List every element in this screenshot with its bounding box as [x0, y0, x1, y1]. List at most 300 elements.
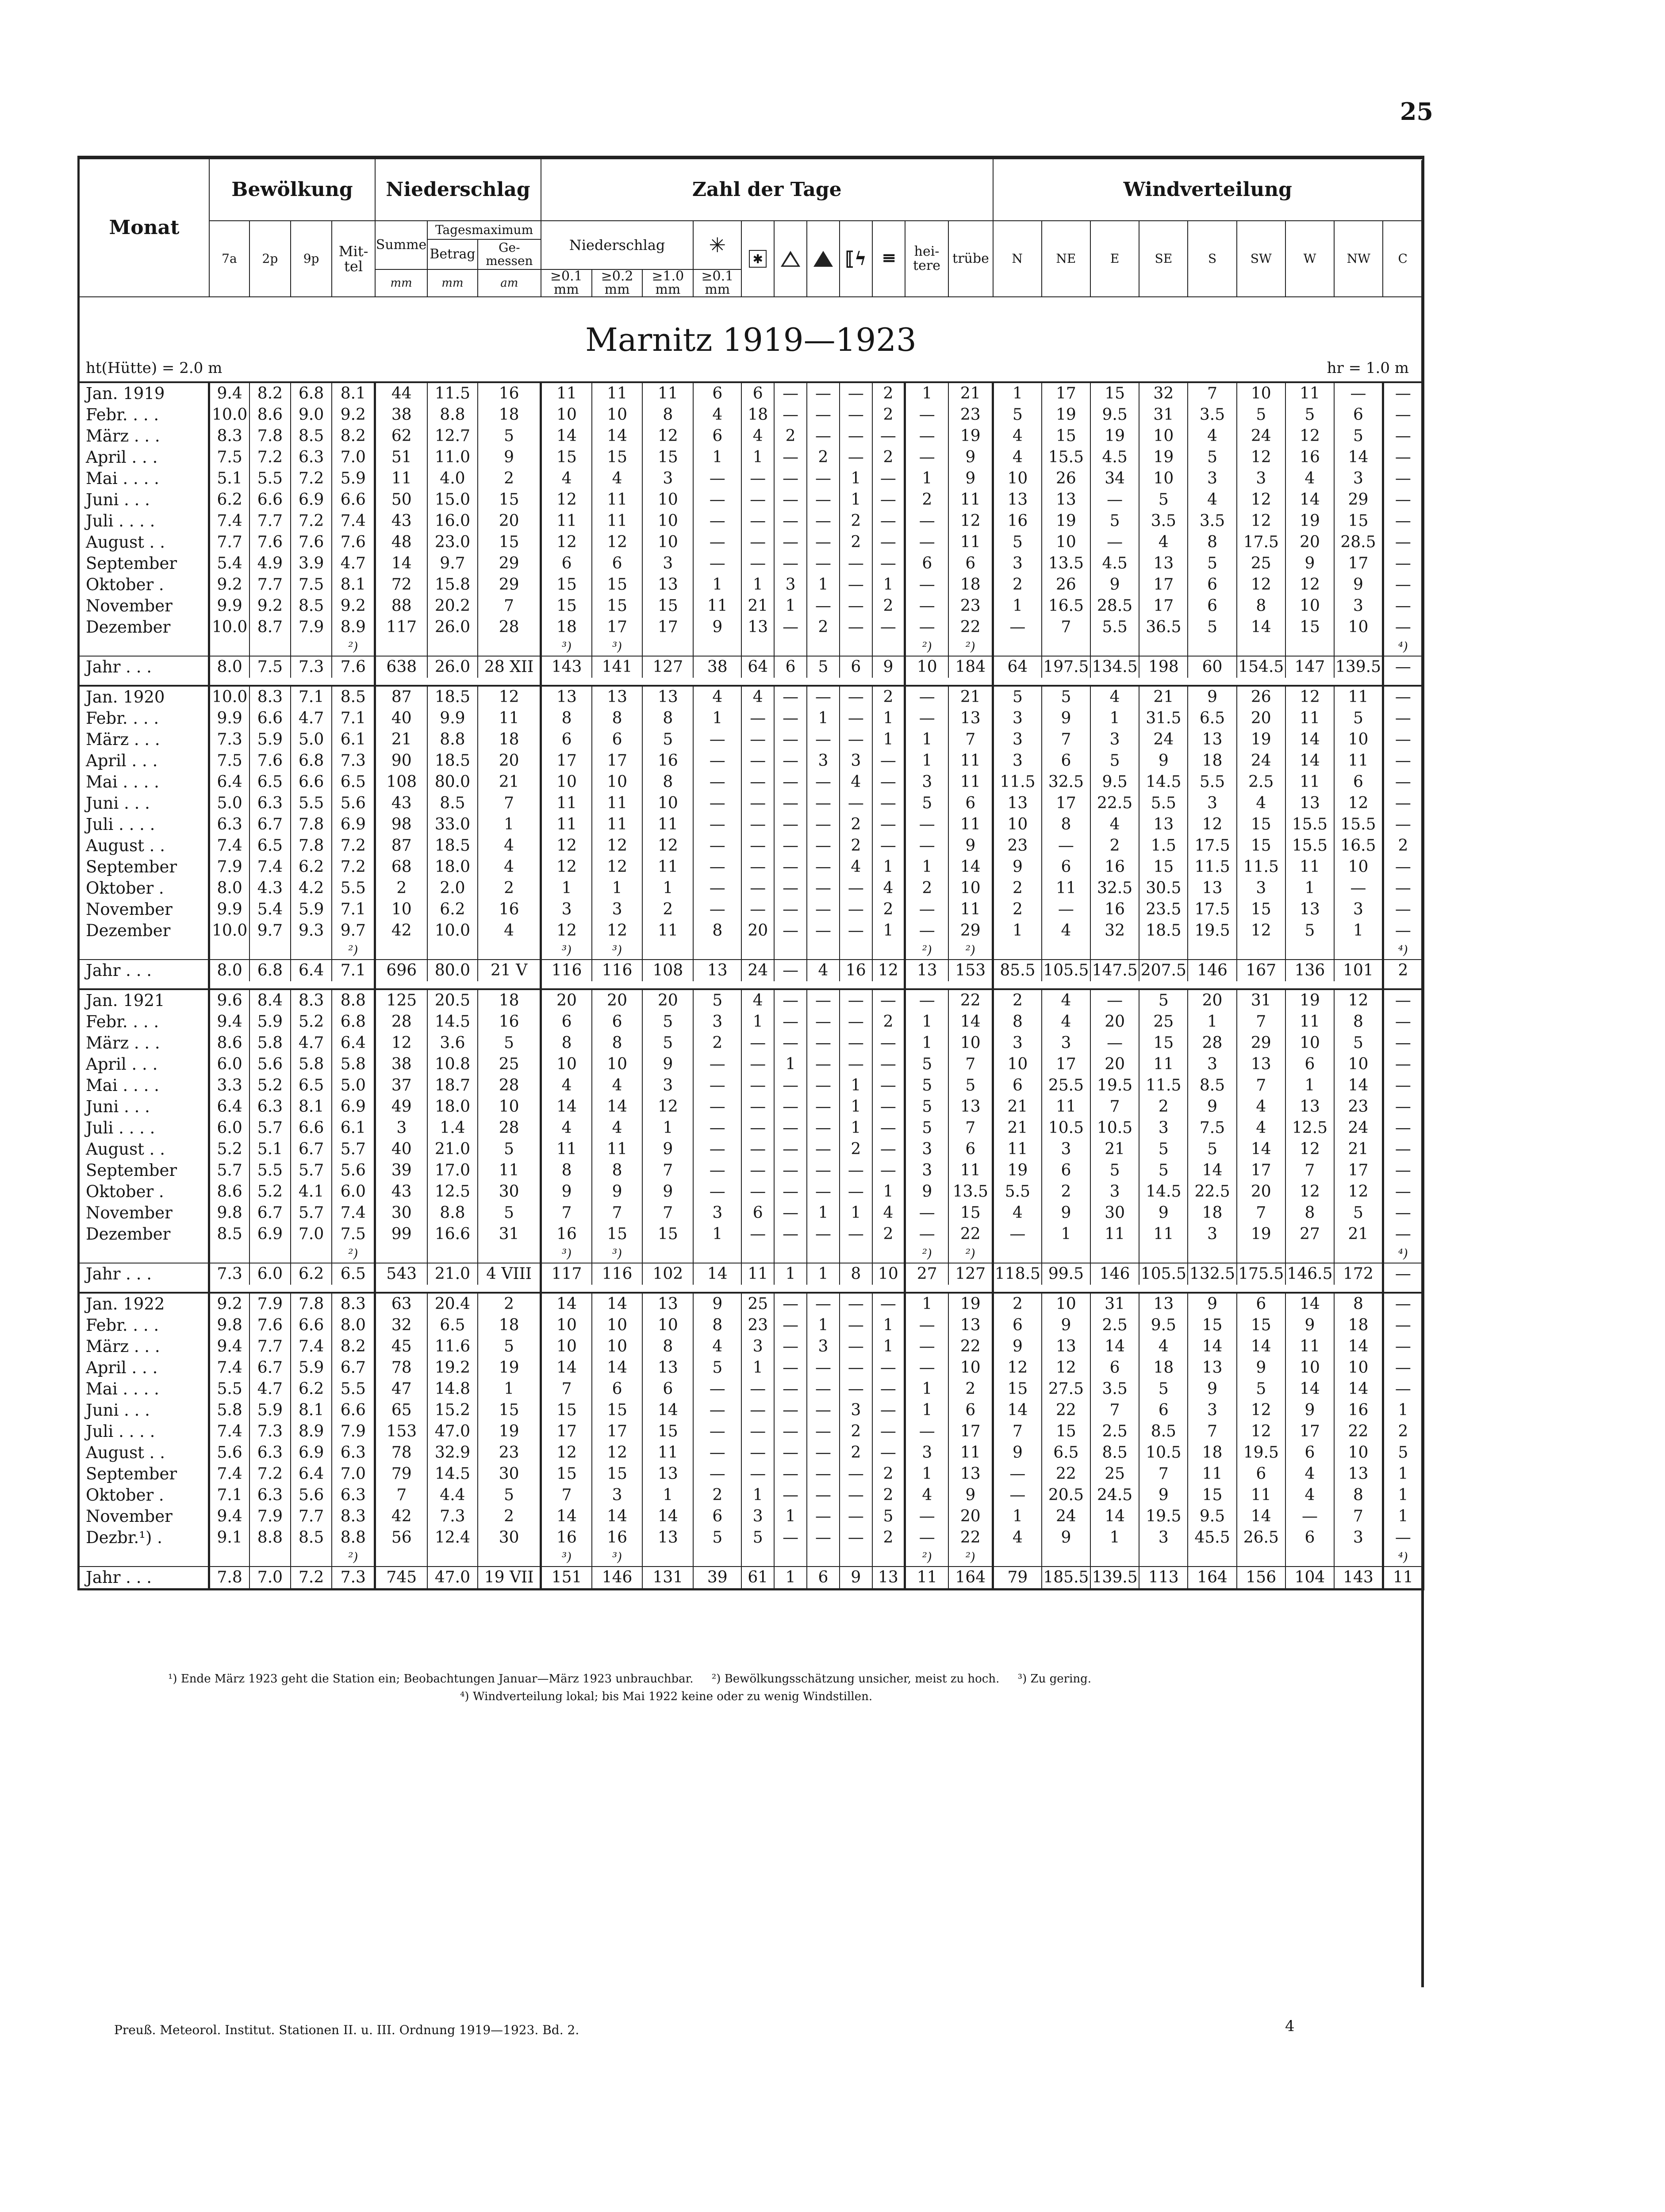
- cell-col-7: 11: [478, 1160, 541, 1181]
- cell-col-12: 20: [741, 920, 774, 941]
- cell-col-17: 5: [905, 793, 949, 814]
- cell-col-19: 3: [993, 729, 1042, 750]
- cell-col-17: —: [905, 595, 949, 617]
- cell-col-26: 172: [1334, 1263, 1383, 1285]
- cell-col-4: 6.5: [332, 1263, 375, 1285]
- cell-col-21: 3: [1090, 1181, 1139, 1202]
- cell-col-23: 3.5: [1188, 404, 1236, 426]
- cell-col-14: 6: [807, 1567, 840, 1590]
- cell-col-8: 8: [541, 708, 592, 729]
- cell-col-6: 15.2: [427, 1400, 478, 1421]
- cell-col-4: 5.5: [332, 1379, 375, 1400]
- cell-col-23: 4: [1188, 489, 1236, 511]
- cell-col-25: 12: [1285, 1139, 1334, 1160]
- cell-col-11: —: [693, 511, 741, 532]
- cell-col-15: —: [840, 447, 872, 468]
- cell-col-13: —: [774, 1224, 807, 1245]
- cell-col-9: 10: [592, 1336, 643, 1357]
- cell-col-9: 8: [592, 708, 643, 729]
- cell-col-27: 2: [1383, 1421, 1423, 1442]
- cell-col-20: 17: [1042, 793, 1090, 814]
- cell-col-25: —: [1285, 1506, 1334, 1527]
- cell-col-13: —: [774, 447, 807, 468]
- cell-col-2: 7.2: [249, 447, 291, 468]
- cell-col-10: 11: [642, 1442, 693, 1463]
- cell-col-10: 11: [642, 856, 693, 878]
- cell-col-27: —: [1383, 468, 1423, 489]
- cell-col-6: 80.0: [427, 772, 478, 793]
- mark-cell: [872, 1548, 905, 1567]
- cell-col-7: 18: [478, 1315, 541, 1336]
- header-2p: 2p: [249, 221, 291, 297]
- cell-col-6: 80.0: [427, 960, 478, 981]
- cell-col-9: 11: [592, 814, 643, 835]
- cell-col-9: 11: [592, 511, 643, 532]
- cell-col-5: 79: [375, 1463, 427, 1485]
- ht-height: ht(Hütte) = 2.0 m: [86, 359, 223, 377]
- cell-col-7: 2: [478, 1293, 541, 1315]
- cell-col-1: 10.0: [209, 686, 249, 708]
- cell-col-19: 12: [993, 1357, 1042, 1379]
- cell-col-24: 12: [1237, 1400, 1285, 1421]
- cell-col-21: 25: [1090, 1463, 1139, 1485]
- cell-col-8: 12: [541, 1442, 592, 1463]
- cell-col-26: 14: [1334, 1379, 1383, 1400]
- cell-col-17: 3: [905, 1160, 949, 1181]
- cell-col-9: 14: [592, 1506, 643, 1527]
- cell-col-12: 6: [741, 1202, 774, 1224]
- cell-col-4: 6.0: [332, 1181, 375, 1202]
- cell-col-8: 116: [541, 960, 592, 981]
- cell-col-17: —: [905, 989, 949, 1011]
- cell-col-9: 6: [592, 553, 643, 574]
- cell-col-4: 7.3: [332, 750, 375, 772]
- cell-col-5: 38: [375, 404, 427, 426]
- cell-col-26: 5: [1334, 1033, 1383, 1054]
- cell-col-24: 3: [1237, 468, 1285, 489]
- cell-col-27: —: [1383, 878, 1423, 899]
- cell-col-19: 3: [993, 1033, 1042, 1054]
- cell-col-12: —: [741, 489, 774, 511]
- cell-col-23: 3: [1188, 793, 1236, 814]
- cell-col-15: 2: [840, 1442, 872, 1463]
- cell-col-25: 4: [1285, 1463, 1334, 1485]
- cell-col-11: —: [693, 1139, 741, 1160]
- cell-col-12: 1: [741, 1485, 774, 1506]
- cell-col-8: 18: [541, 617, 592, 638]
- month-label: Dezbr.¹) .: [79, 1527, 209, 1548]
- cell-col-24: 12: [1237, 1421, 1285, 1442]
- cell-col-13: —: [774, 1357, 807, 1379]
- table-row: [79, 686, 1423, 708]
- cell-col-21: 16: [1090, 856, 1139, 878]
- cell-col-10: 8: [642, 772, 693, 793]
- cell-col-9: 6: [592, 1379, 643, 1400]
- cell-col-11: 6: [693, 382, 741, 404]
- cell-col-20: 4: [1042, 989, 1090, 1011]
- cell-col-11: —: [693, 1075, 741, 1096]
- cell-col-16: 2: [872, 1224, 905, 1245]
- cell-col-21: 4: [1090, 686, 1139, 708]
- mark-cell: [478, 1245, 541, 1263]
- cell-col-15: 2: [840, 835, 872, 856]
- cell-col-11: 4: [693, 686, 741, 708]
- cell-col-26: —: [1334, 382, 1383, 404]
- cell-col-17: 2: [905, 878, 949, 899]
- cell-col-21: 30: [1090, 1202, 1139, 1224]
- cell-col-11: —: [693, 1160, 741, 1181]
- cell-col-11: 5: [693, 1527, 741, 1548]
- cell-col-2: 6.3: [249, 1442, 291, 1463]
- cell-col-5: 87: [375, 686, 427, 708]
- cell-col-12: —: [741, 511, 774, 532]
- cell-col-17: —: [905, 574, 949, 595]
- cell-col-6: 16.6: [427, 1224, 478, 1245]
- cell-col-22: 17: [1139, 574, 1188, 595]
- cell-col-15: —: [840, 1379, 872, 1400]
- cell-col-19: 19: [993, 1160, 1042, 1181]
- cell-col-20: 13: [1042, 1336, 1090, 1357]
- cell-col-11: 38: [693, 656, 741, 678]
- cell-col-8: 3: [541, 899, 592, 920]
- cell-col-16: 4: [872, 1202, 905, 1224]
- cell-col-7: 5: [478, 1336, 541, 1357]
- cell-col-10: 13: [642, 686, 693, 708]
- cell-col-17: 1: [905, 382, 949, 404]
- header-n01: [541, 269, 592, 297]
- month-label: September: [79, 553, 209, 574]
- cell-col-21: 134.5: [1090, 656, 1139, 678]
- cell-col-22: 5.5: [1139, 793, 1188, 814]
- cell-col-14: —: [807, 1160, 840, 1181]
- cell-col-2: 7.7: [249, 1336, 291, 1357]
- cell-col-26: 14: [1334, 1075, 1383, 1096]
- cell-col-2: 7.6: [249, 532, 291, 553]
- cell-col-13: —: [774, 793, 807, 814]
- cell-col-10: 2: [642, 899, 693, 920]
- mark-cell: ²): [948, 1245, 993, 1263]
- mark-cell: [693, 941, 741, 960]
- cell-col-16: —: [872, 426, 905, 447]
- mark-cell: [807, 1548, 840, 1567]
- mark-cell: ³): [592, 1548, 643, 1567]
- cell-col-1: 6.3: [209, 814, 249, 835]
- cell-col-23: 6.5: [1188, 708, 1236, 729]
- cell-col-25: 9: [1285, 553, 1334, 574]
- cell-col-23: 5: [1188, 553, 1236, 574]
- cell-col-23: 132.5: [1188, 1263, 1236, 1285]
- cell-col-16: —: [872, 750, 905, 772]
- cell-col-5: 3: [375, 1118, 427, 1139]
- cell-col-16: 2: [872, 1463, 905, 1485]
- cell-col-18: 11: [948, 489, 993, 511]
- cell-col-1: 9.2: [209, 1293, 249, 1315]
- cell-col-14: —: [807, 1075, 840, 1096]
- cell-col-13: 6: [774, 656, 807, 678]
- mark-cell: [993, 1245, 1042, 1263]
- cell-col-27: —: [1383, 686, 1423, 708]
- cell-col-14: —: [807, 1379, 840, 1400]
- cell-col-5: 12: [375, 1033, 427, 1054]
- cell-col-4: 5.9: [332, 468, 375, 489]
- cell-col-24: 19: [1237, 729, 1285, 750]
- cell-col-2: 5.9: [249, 729, 291, 750]
- month-label: Jahr . . .: [79, 1263, 209, 1285]
- cell-col-5: 88: [375, 595, 427, 617]
- cell-col-17: —: [905, 920, 949, 941]
- cell-col-24: 5: [1237, 1379, 1285, 1400]
- cell-col-13: —: [774, 1336, 807, 1357]
- cell-col-9: 116: [592, 1263, 643, 1285]
- mark-cell: [1139, 638, 1188, 656]
- mark-cell: [209, 1548, 249, 1567]
- cell-col-19: 5: [993, 686, 1042, 708]
- cell-col-3: 5.5: [291, 793, 332, 814]
- cell-col-19: 6: [993, 1315, 1042, 1336]
- cell-col-13: 1: [774, 595, 807, 617]
- cell-col-7: 16: [478, 382, 541, 404]
- cell-col-1: 9.8: [209, 1202, 249, 1224]
- mark-cell: ²): [332, 638, 375, 656]
- cell-col-4: 7.4: [332, 1202, 375, 1224]
- cell-col-13: 1: [774, 1506, 807, 1527]
- cell-col-14: 3: [807, 750, 840, 772]
- cell-col-11: —: [693, 1118, 741, 1139]
- mark-cell: [840, 638, 872, 656]
- cell-col-24: 12: [1237, 574, 1285, 595]
- cell-col-16: —: [872, 1096, 905, 1118]
- cell-col-26: 21: [1334, 1224, 1383, 1245]
- cell-col-14: —: [807, 1033, 840, 1054]
- cell-col-2: 5.2: [249, 1075, 291, 1096]
- cell-col-15: —: [840, 1293, 872, 1315]
- cell-col-26: 5: [1334, 1202, 1383, 1224]
- cell-col-13: —: [774, 1379, 807, 1400]
- header-monat: Monat: [79, 157, 209, 297]
- cell-col-19: 8: [993, 1011, 1042, 1033]
- cell-col-22: 5: [1139, 1379, 1188, 1400]
- footnote-mark-row: [79, 1548, 1423, 1567]
- cell-col-3: 7.8: [291, 1293, 332, 1315]
- cell-col-24: 29: [1237, 1033, 1285, 1054]
- cell-col-10: 131: [642, 1567, 693, 1590]
- cell-col-3: 6.4: [291, 960, 332, 981]
- cell-col-7: 30: [478, 1181, 541, 1202]
- cell-col-18: 6: [948, 553, 993, 574]
- cell-col-8: 14: [541, 1293, 592, 1315]
- mark-cell: [774, 941, 807, 960]
- cell-col-22: 9: [1139, 750, 1188, 772]
- cell-col-19: 2: [993, 574, 1042, 595]
- cell-col-5: 39: [375, 1160, 427, 1181]
- cell-col-19: 11.5: [993, 772, 1042, 793]
- mark-cell: [291, 638, 332, 656]
- cell-col-21: 19: [1090, 426, 1139, 447]
- cell-col-16: 2: [872, 1527, 905, 1548]
- cell-col-7: 18: [478, 989, 541, 1011]
- cell-col-26: 7: [1334, 1506, 1383, 1527]
- cell-col-13: 2: [774, 426, 807, 447]
- footnote-mark-row: [79, 941, 1423, 960]
- cell-col-1: 5.6: [209, 1442, 249, 1463]
- table-row: [79, 835, 1423, 856]
- thunderstorm-icon: ⟦ϟ: [840, 221, 872, 297]
- cell-col-15: 4: [840, 856, 872, 878]
- cell-col-26: —: [1334, 878, 1383, 899]
- cell-col-24: 12: [1237, 489, 1285, 511]
- header-n10: [642, 269, 693, 297]
- cell-col-6: 11.0: [427, 447, 478, 468]
- cell-col-2: 7.4: [249, 856, 291, 878]
- month-label: Juni . . .: [79, 489, 209, 511]
- cell-col-8: 13: [541, 686, 592, 708]
- cell-col-6: 9.7: [427, 553, 478, 574]
- cell-col-3: 8.5: [291, 426, 332, 447]
- cell-col-15: 3: [840, 750, 872, 772]
- cell-col-6: 15.0: [427, 489, 478, 511]
- cell-col-7: 30: [478, 1527, 541, 1548]
- header-9p: 9p: [291, 221, 332, 297]
- cell-col-11: —: [693, 729, 741, 750]
- cell-col-27: —: [1383, 814, 1423, 835]
- cell-col-16: —: [872, 989, 905, 1011]
- cell-col-18: 22: [948, 989, 993, 1011]
- table-row: [79, 1224, 1423, 1245]
- table-row: [79, 1357, 1423, 1379]
- cell-col-14: —: [807, 856, 840, 878]
- cell-col-1: 7.7: [209, 532, 249, 553]
- table-row: [79, 382, 1423, 404]
- cell-col-8: 14: [541, 1357, 592, 1379]
- cell-col-8: 1: [541, 878, 592, 899]
- cell-col-19: 5: [993, 404, 1042, 426]
- cell-col-18: 9: [948, 468, 993, 489]
- header-n10-label: ≥1.0: [652, 269, 684, 284]
- cell-col-19: 2: [993, 878, 1042, 899]
- cell-col-4: 9.7: [332, 920, 375, 941]
- cell-col-8: 6: [541, 729, 592, 750]
- cell-col-15: —: [840, 617, 872, 638]
- unit-n10: mm: [655, 282, 681, 297]
- cell-col-3: 6.6: [291, 772, 332, 793]
- cell-col-24: 8: [1237, 595, 1285, 617]
- cell-col-6: 12.5: [427, 1181, 478, 1202]
- cell-col-1: 6.0: [209, 1054, 249, 1075]
- cell-col-21: 16: [1090, 899, 1139, 920]
- cell-col-7: 30: [478, 1463, 541, 1485]
- cell-col-15: —: [840, 1054, 872, 1075]
- cell-col-14: —: [807, 532, 840, 553]
- year-total-row: [79, 656, 1423, 678]
- cell-col-20: 105.5: [1042, 960, 1090, 981]
- cell-col-21: 31: [1090, 1293, 1139, 1315]
- cell-col-19: 10: [993, 814, 1042, 835]
- mark-cell: [478, 1548, 541, 1567]
- cell-col-11: —: [693, 468, 741, 489]
- cell-col-12: —: [741, 1160, 774, 1181]
- month-label: November: [79, 899, 209, 920]
- cell-col-21: —: [1090, 989, 1139, 1011]
- cell-col-21: 146: [1090, 1263, 1139, 1285]
- cell-col-22: 13: [1139, 1293, 1188, 1315]
- cell-col-17: —: [905, 686, 949, 708]
- cell-col-13: —: [774, 1075, 807, 1096]
- cell-col-15: —: [840, 729, 872, 750]
- cell-col-12: —: [741, 1442, 774, 1463]
- cell-col-6: 19.2: [427, 1357, 478, 1379]
- cell-col-24: 24: [1237, 750, 1285, 772]
- cell-col-2: 5.4: [249, 899, 291, 920]
- cell-col-23: 9: [1188, 1293, 1236, 1315]
- cell-col-11: 5: [693, 1357, 741, 1379]
- mark-cell: [1237, 1548, 1285, 1567]
- cell-col-4: 7.2: [332, 856, 375, 878]
- cell-col-1: 8.0: [209, 960, 249, 981]
- mark-cell: [693, 1245, 741, 1263]
- cell-col-24: 12: [1237, 447, 1285, 468]
- cell-col-3: 6.5: [291, 1075, 332, 1096]
- cell-col-7: 7: [478, 793, 541, 814]
- month-label: Oktober .: [79, 878, 209, 899]
- cell-col-19: 21: [993, 1118, 1042, 1139]
- cell-col-11: —: [693, 1054, 741, 1075]
- table-row: [79, 1485, 1423, 1506]
- cell-col-18: 10: [948, 878, 993, 899]
- cell-col-3: 5.7: [291, 1160, 332, 1181]
- cell-col-18: 153: [948, 960, 993, 981]
- cell-col-19: —: [993, 1463, 1042, 1485]
- cell-col-4: 6.1: [332, 1118, 375, 1139]
- cell-col-7: 28 XII: [478, 656, 541, 678]
- cell-col-22: 31.5: [1139, 708, 1188, 729]
- cell-col-7: 29: [478, 553, 541, 574]
- mark-cell: [79, 638, 209, 656]
- cell-col-23: 18: [1188, 1202, 1236, 1224]
- cell-col-26: 28.5: [1334, 532, 1383, 553]
- cell-col-5: 7: [375, 1485, 427, 1506]
- cell-col-18: 22: [948, 1224, 993, 1245]
- cell-col-15: —: [840, 1160, 872, 1181]
- cell-col-18: 12: [948, 511, 993, 532]
- cell-col-15: —: [840, 708, 872, 729]
- cell-col-27: 2: [1383, 960, 1423, 981]
- cell-col-13: —: [774, 1096, 807, 1118]
- cell-col-10: 7: [642, 1160, 693, 1181]
- cell-col-2: 5.5: [249, 468, 291, 489]
- cell-col-3: 6.2: [291, 1263, 332, 1285]
- cell-col-13: —: [774, 1293, 807, 1315]
- cell-col-10: 16: [642, 750, 693, 772]
- cell-col-13: —: [774, 404, 807, 426]
- cell-col-5: 40: [375, 708, 427, 729]
- cell-col-22: 3.5: [1139, 511, 1188, 532]
- cell-col-17: 1: [905, 856, 949, 878]
- cell-col-23: 8.5: [1188, 1075, 1236, 1096]
- cell-col-18: 9: [948, 1485, 993, 1506]
- cell-col-15: 8: [840, 1263, 872, 1285]
- cell-col-7: 12: [478, 686, 541, 708]
- cell-col-5: 51: [375, 447, 427, 468]
- cell-col-7: 19: [478, 1421, 541, 1442]
- year-total-row: [79, 1567, 1423, 1590]
- cell-col-27: —: [1383, 1139, 1423, 1160]
- cell-col-7: 4 VIII: [478, 1263, 541, 1285]
- cell-col-26: 22: [1334, 1421, 1383, 1442]
- cell-col-7: 28: [478, 1118, 541, 1139]
- cell-col-3: 8.9: [291, 1421, 332, 1442]
- cell-col-14: —: [807, 1096, 840, 1118]
- cell-col-27: —: [1383, 1315, 1423, 1336]
